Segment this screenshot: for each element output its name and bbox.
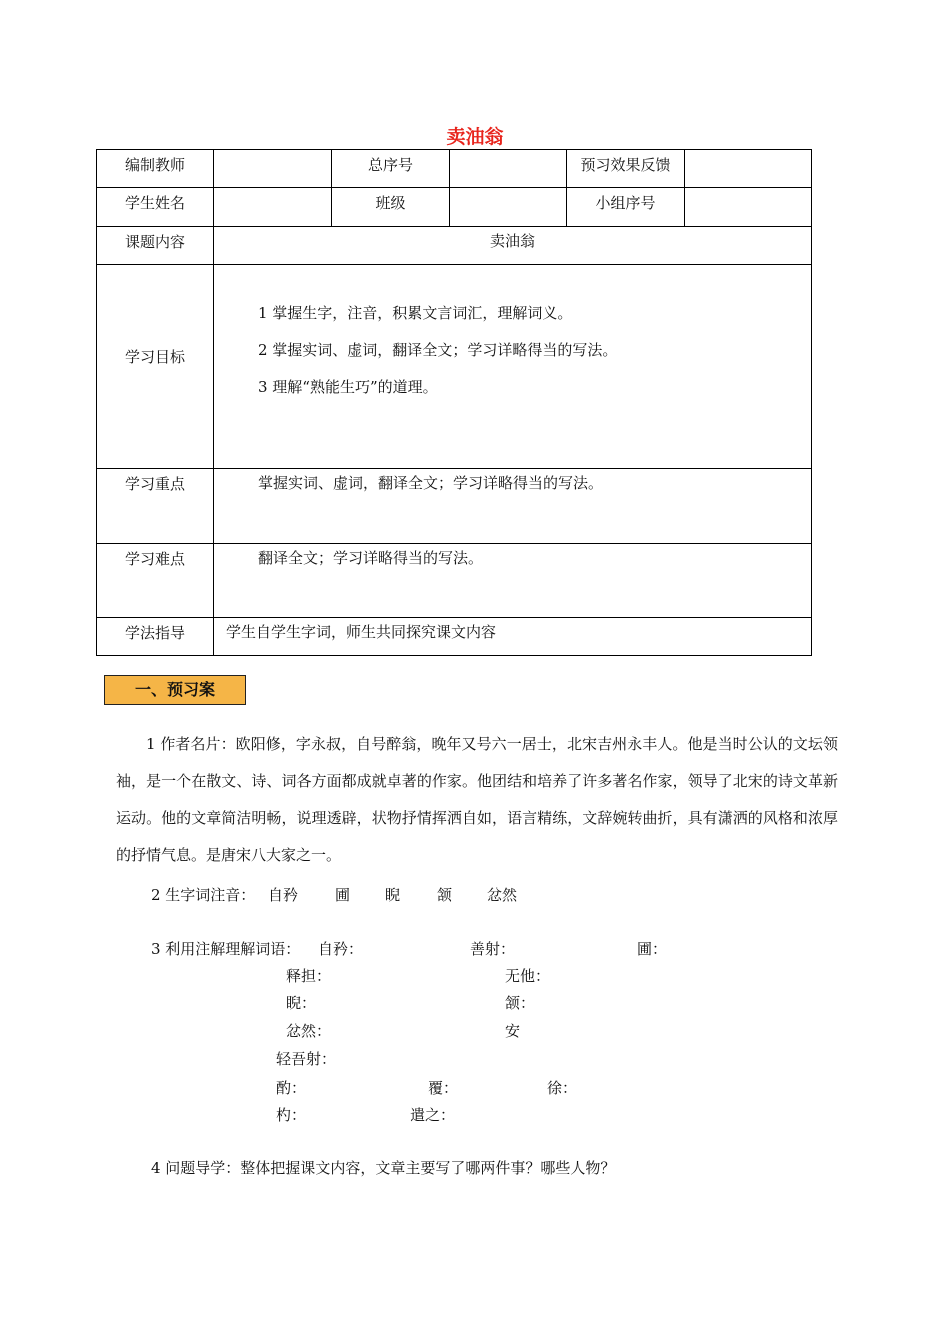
field-serial-number[interactable] (450, 150, 567, 188)
label-group-number: 小组序号 (567, 188, 685, 227)
goal-item: 2 掌握实词、虚词，翻译全文；学习详略得当的写法。 (258, 341, 618, 359)
q4-question: 4 问题导学：整体把握课文内容，文章主要写了哪两件事？哪些人物？ (151, 1159, 616, 1177)
label-preview-feedback: 预习效果反馈 (567, 150, 685, 188)
table-row (97, 618, 812, 656)
field-preview-feedback[interactable] (685, 150, 812, 188)
term-ni: 睨： (286, 994, 317, 1012)
label-editor-teacher: 编制教师 (97, 150, 214, 188)
q2-word: 自矜 (268, 886, 299, 904)
term-wuta: 无他： (505, 967, 551, 985)
goal-item: 1 掌握生字，注音，积累文言词汇，理解词义。 (258, 304, 573, 322)
key-points-value: 掌握实词、虚词，翻译全文；学习详略得当的写法。 (214, 469, 812, 544)
q2-word: 圃 (335, 886, 351, 904)
q2-label: 2 生字词注音： (151, 886, 256, 904)
section-heading-preview: 一、预习案 (104, 675, 246, 705)
label-class: 班级 (332, 188, 450, 227)
term-qianzhi: 遣之： (410, 1106, 456, 1124)
field-student-name[interactable] (214, 188, 332, 227)
q3-label: 3 利用注解理解词语： (151, 940, 301, 958)
term-han: 颔： (505, 994, 536, 1012)
table-row (97, 227, 812, 265)
label-difficulties: 学习难点 (97, 544, 214, 618)
term-shidan: 释担： (286, 967, 332, 985)
label-student-name: 学生姓名 (97, 188, 214, 227)
difficulties-value: 翻译全文；学习详略得当的写法。 (214, 544, 812, 618)
label-key-points: 学习重点 (97, 469, 214, 544)
field-editor-teacher[interactable] (214, 150, 332, 188)
term-fu: 覆： (428, 1079, 459, 1097)
field-class[interactable] (450, 188, 567, 227)
label-topic: 课题内容 (97, 227, 214, 265)
table-row (97, 544, 812, 618)
learning-goals-content (214, 265, 812, 469)
table-row (97, 265, 812, 469)
term-qingwushe: 轻吾射： (276, 1050, 337, 1068)
q2-word: 忿然 (487, 886, 518, 904)
term-fenran: 忿然： (286, 1022, 332, 1040)
table-row (97, 150, 812, 188)
q2-word: 颔 (437, 886, 453, 904)
label-learning-goals: 学习目标 (97, 265, 214, 469)
table-row (97, 188, 812, 227)
term-shanshe: 善射： (470, 940, 516, 958)
goal-item: 3 理解“熟能生巧”的道理。 (258, 378, 438, 396)
lesson-info-table (96, 149, 812, 656)
label-study-method: 学法指导 (97, 618, 214, 656)
topic-value: 卖油翁 (214, 227, 812, 265)
term-pu: 圃： (637, 940, 668, 958)
label-serial-number: 总序号 (332, 150, 450, 188)
term-an: 安 (505, 1022, 521, 1040)
term-zhuo: 酌： (276, 1079, 307, 1097)
field-group-number[interactable] (685, 188, 812, 227)
term-shao: 杓： (276, 1106, 307, 1124)
term-zijin: 自矜： (318, 940, 364, 958)
document-title: 卖油翁 (446, 126, 504, 148)
author-paragraph: 1 作者名片：欧阳修，字永叔，自号醉翁，晚年又号六一居士，北宋吉州永丰人。他是当时公认的文坛领袖，是一个在散文、诗、词各方面都成就卓著的作家。他团结和培养了许多著名作家，领导了北宋的诗文革新运动。他的文章简洁明畅，说理透辟，状物抒情挥洒自如，语言精练，文辞婉转曲折，具有潇洒的风格和浓厚的抒情气息。是唐宋八大家之一。 (116, 735, 838, 864)
q2-word: 睨 (385, 886, 401, 904)
term-xu: 徐： (547, 1079, 578, 1097)
study-method-value: 学生自学生字词，师生共同探究课文内容 (214, 618, 812, 656)
table-row (97, 469, 812, 544)
